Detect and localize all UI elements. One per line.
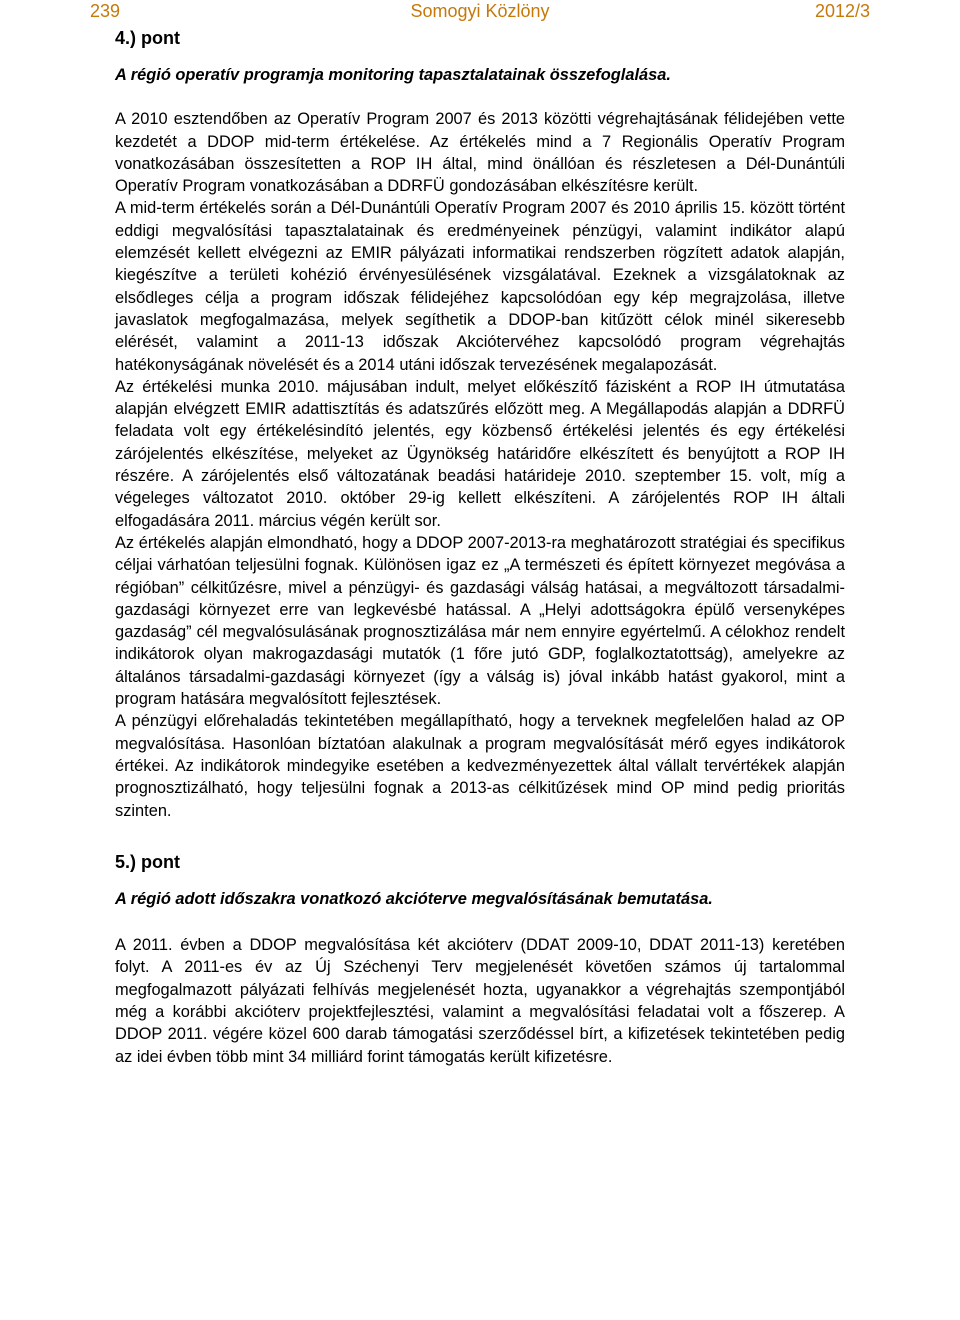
paragraph: A 2010 esztendőben az Operatív Program 2007 és 2013 közötti végrehajtásának félidejében vette kezdetét a DDOP mid-term értékelése. Az értékelés mind a 7 Regionális Operatív Program vonatkozásában összesítetten a ROP IH által, mind önállóan és részletesen a Dél-Dunántúli Operatív Program vonatkozásában a DDRFÜ gondozásában elkészítésre került. xyxy=(115,110,845,196)
section-heading: 4.) pont xyxy=(115,28,180,48)
page-number: 239 xyxy=(90,1,121,21)
paragraph: Az értékelés alapján elmondható, hogy a DDOP 2007-2013-ra meghatározott stratégiai és specifikus céljai várhatóan teljesülni fognak. Különösen igaz ez „A természeti és épített környezet megóvása a régióban” célkitűzésre, mivel a pénzügyi- és gazdasági válság hatásai, a megváltozott társadalmi-gazdasági környezet erre van legkevésbé hatással. A „Helyi adottságokra épülő versenyképes gazdaság” cél megvalósulásának prognosztizálása már nem ennyire egyértelmű. A célokhoz rendelt indikátorok olyan makrogazdasági mutatók (1 főre jutó GDP, foglalkoztatottság), amelyekre az általános társadalmi-gazdasági környezet (így a válság is) jóval inkább hatást gyakorol, mint a program hatására megvalósított fejlesztések. xyxy=(115,533,845,709)
section-5 xyxy=(115,850,845,1068)
paragraph: A pénzügyi előrehaladás tekintetében megállapítható, hogy a terveknek megfelelően halad az OP megvalósítása. Hasonlóan bíztatóan alakulnak a program megvalósítását mérő egyes indikátorok értékei. Az indikátorok mindegyike esetében a kedvezményezettek által vállalt tervértékek alapján prognosztizálható, hogy teljesülni fognak a 2013-as célkitűzések mind OP mind pedig prioritás szinten. xyxy=(115,712,845,820)
paragraph: Az értékelési munka 2010. májusában indult, melyet előkészítő fázisként a ROP IH útmutatása alapján elvégzett EMIR adattisztítás és adatszűrés előzött meg. A Megállapodás alapján a DDRFÜ feladata volt egy értékelésindító jelentés, egy közbenső értékelési jelentés és egy értékelési zárójelentés elkészítése, melyeket az Ügynökség határidőre elkészített és benyújtott a ROP IH részére. A zárójelentés első változatának beadási határideje 2010. szeptember 15. volt, míg a végeleges változatot 2010. október 29-ig kellett elkészíteni. A zárójelentés ROP IH általi elfogadására 2011. március végén került sor. xyxy=(115,377,845,530)
paragraph: A mid-term értékelés során a Dél-Dunántúli Operatív Program 2007 és 2010 április 15. között történt eddigi megvalósítási tapasztalatainak és eredményeinek pénzügyi, valamint indikátor alapú elemzését kellett elvégezni az EMIR pályázati informatikai rendszerben rögzített adatok alapján, kiegészítve a területi kohézió érvényesülésének vizsgálatával. Ezeknek a vizsgálatoknak az elsődleges célja a program időszak félidejéhez kapcsolódóan egy kép megrajzolása, illetve javaslatok megfogalmazása, melyek segíthetik a DDOP-ban kitűzött célok minél sikeresebb elérését, valamint a 2011-13 időszak Akciótervéhez kapcsolódó program végrehajtás hatékonyságának növelését és a 2014 utáni időszak tervezésének megalapozását. xyxy=(115,199,845,374)
journal-title: Somogyi Közlöny xyxy=(410,1,550,21)
section-4 xyxy=(115,26,845,822)
section-heading: 5.) pont xyxy=(115,851,180,872)
issue-number: 2012/3 xyxy=(814,1,870,21)
paragraph: A 2011. évben a DDOP megvalósítása két akcióterv (DDAT 2009-10, DDAT 2011-13) keretében folyt. A 2011-es év az Új Széchenyi Terv megjelenését követően számos új tartalommal megfogalmazott pályázati felhívás megjelenését hozta, ugyanakkor a végrehajtás szempontjából még a korábbi akcióterv projektfejlesztési, valamint a megvalósítási feladatai volt a főszerep. A DDOP 2011. végére közel 600 darab támogatási szerződéssel bírt, a kifizetések tekintetében pedig az idei évben több mint 34 milliárd forint támogatás került kifizetésre. xyxy=(115,936,845,1066)
section-subheading: A régió adott időszakra vonatkozó akcióterve megvalósításának bemutatása. xyxy=(115,889,713,908)
document-body xyxy=(115,26,845,1068)
section-subheading: A régió operatív programja monitoring tapasztalatainak összefoglalása. xyxy=(115,66,671,84)
page-header xyxy=(90,0,870,22)
